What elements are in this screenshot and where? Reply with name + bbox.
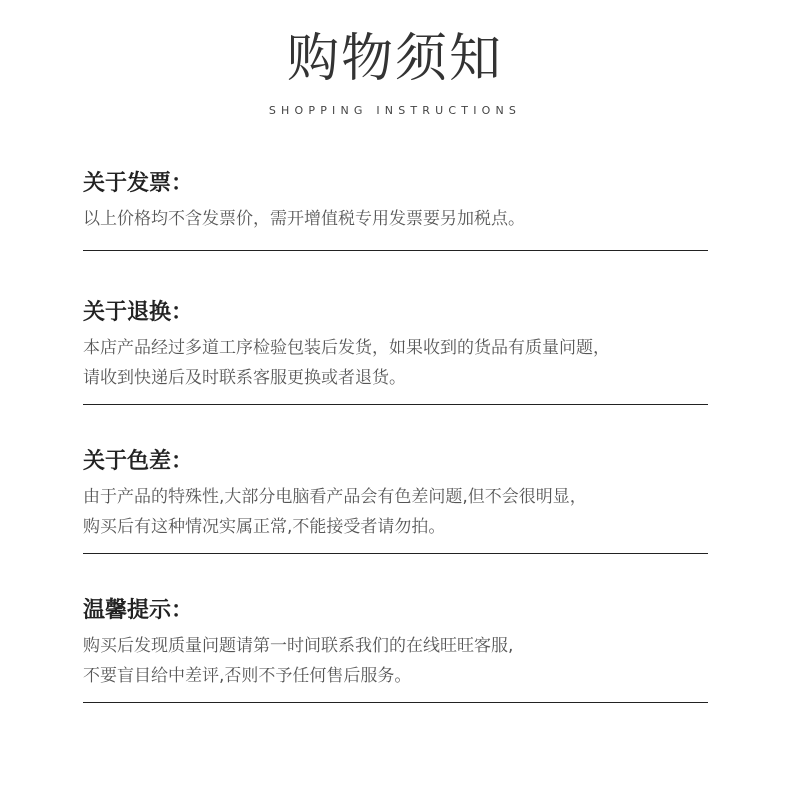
color-difference-body xyxy=(83,482,708,542)
invoice-section xyxy=(83,168,708,234)
divider-1 xyxy=(83,250,708,251)
page-subtitle: SHOPPING INSTRUCTIONS xyxy=(268,104,522,117)
returns-section xyxy=(83,297,708,393)
reminder-body xyxy=(83,631,708,691)
divider-4 xyxy=(83,702,708,703)
returns-body xyxy=(83,333,708,393)
reminder-heading: 温馨提示： xyxy=(83,597,194,623)
invoice-line-1: 以上价格均不含发票价，需开增值税专用发票要另加税点。 xyxy=(83,209,525,229)
color-difference-section xyxy=(83,446,708,542)
page-title: 购物须知 xyxy=(286,29,503,89)
reminder-section xyxy=(83,595,708,691)
returns-heading: 关于退换： xyxy=(83,299,194,325)
color-difference-heading: 关于色差： xyxy=(83,448,194,474)
color-difference-line-1: 由于产品的特殊性,大部分电脑看产品会有色差问题,但不会很明显， xyxy=(83,487,587,507)
returns-line-1: 本店产品经过多道工序检验包装后发货，如果收到的货品有质量问题， xyxy=(83,338,610,358)
invoice-body xyxy=(83,204,708,234)
divider-2 xyxy=(83,404,708,405)
returns-line-2: 请收到快递后及时联系客服更换或者退货。 xyxy=(83,368,406,388)
invoice-heading: 关于发票： xyxy=(83,170,194,196)
divider-3 xyxy=(83,553,708,554)
color-difference-line-2: 购买后有这种情况实属正常,不能接受者请勿拍。 xyxy=(83,517,446,537)
reminder-line-1: 购买后发现质量问题请第一时间联系我们的在线旺旺客服, xyxy=(83,636,514,656)
reminder-line-2: 不要盲目给中差评,否则不予任何售后服务。 xyxy=(83,666,412,686)
